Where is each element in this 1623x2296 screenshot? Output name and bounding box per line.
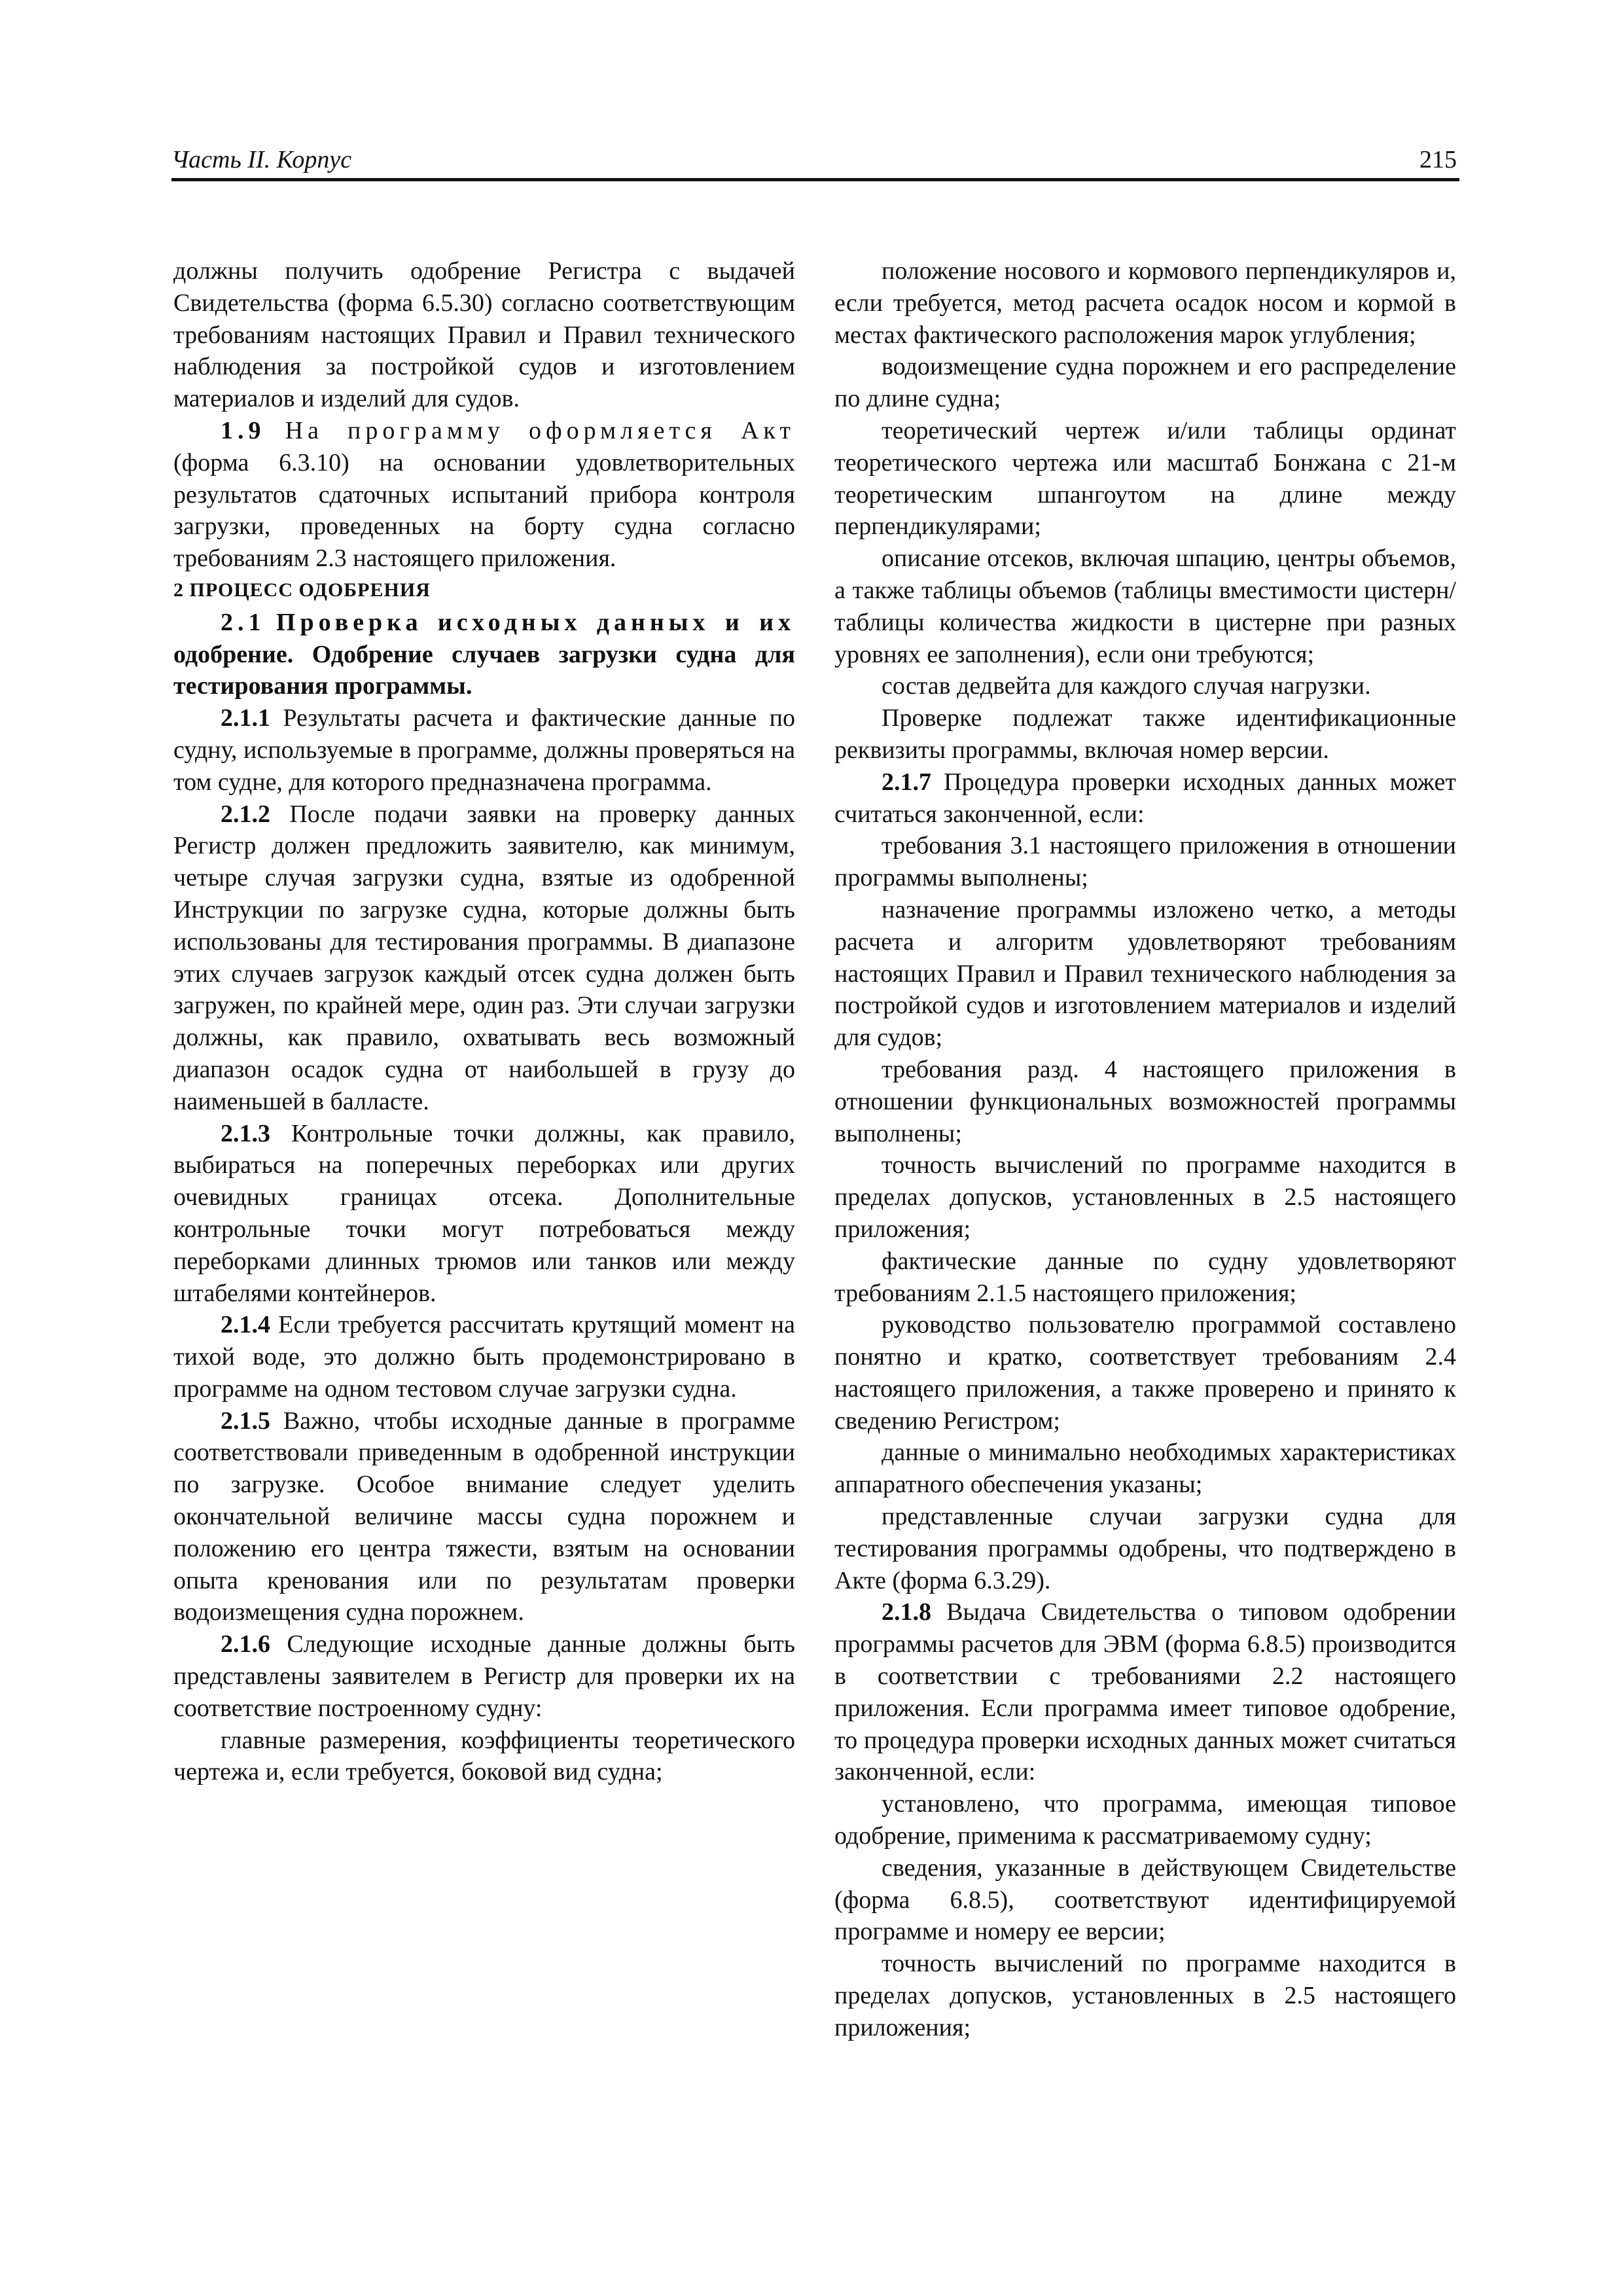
- paragraph-text: Контрольные точки должны, как правило, выбираться на поперечных переборках или других очевидных границах отсека. Дополнительные контрольные точки могут потребоваться между переборками длинных трюмов или танков или между штабелями контейнеров.: [173, 1119, 795, 1307]
- right-column: [834, 255, 1456, 2044]
- clause-number: 2.1.7: [882, 768, 931, 796]
- paragraph-2-1-7: [834, 766, 1456, 831]
- heading-text: одобрение. Одобрение случаев загрузки судна для тестирования программы.: [173, 640, 795, 700]
- paragraph-text: Процедура проверки исходных данных может считаться законченной, если:: [834, 768, 1457, 828]
- paragraph-2-1-1: [173, 702, 795, 798]
- list-item: сведения, указанные в действующем Свидетельстве (форма 6.8.5), соответствуют идентифицируемой программе и номеру ее версии;: [834, 1854, 1456, 1946]
- list-item: представленные случаи загрузки судна для тестирования программы одобрены, что подтверждено в Акте (форма 6.3.29).: [834, 1503, 1456, 1594]
- spaced-text: На программу оформляется Акт: [285, 416, 795, 444]
- paragraph-1-9: [173, 415, 795, 575]
- spaced-text: Проверка исходных данных и их: [276, 608, 796, 636]
- list-item: теоретический чертеж и/или таблицы ординат теоретического чертежа или масштаб Бонжана с 21-м теоретическим шпангоутом на длине между перпендикулярами;: [834, 416, 1456, 541]
- list-item: положение носового и кормового перпендикуляров и, если требуется, метод расчета осадок носом и кормой в местах фактического расположения марок углубления;: [834, 257, 1456, 349]
- clause-number: 1.9: [221, 416, 266, 444]
- list-item: требования 3.1 настоящего приложения в отношении программы выполнены;: [834, 832, 1456, 892]
- list-item: описание отсеков, включая шпацию, центры объемов, а также таблицы объемов (таблицы вместимости цистерн/таблицы количества жидкости в цистерне при разных уровнях ее заполнения), если они требуются;: [834, 545, 1456, 668]
- paragraph-text: Выдача Свидетельства о типовом одобрении программы расчетов для ЭВМ (форма 6.8.5) производится в соответствии с требованиями 2.2 настоящего приложения. Если программа имеет типовое одобрение, то процедура проверки исходных данных может считаться законченной, если:: [834, 1598, 1457, 1786]
- list-item: главные размерения, коэффициенты теоретического чертежа и, если требуется, боковой вид судна;: [173, 1726, 795, 1786]
- clause-number: 2.1.6: [221, 1630, 270, 1659]
- list-item: назначение программы изложено четко, а методы расчета и алгоритм удовлетворяют требованиям настоящих Правил и Правил технического наблюдения за постройкой судов и изготовлением материалов и изделий для судов;: [834, 895, 1456, 1052]
- paragraph-2-1-6: [173, 1628, 795, 1724]
- paragraph-text: Если требуется рассчитать крутящий момент на тихой воде, это должно быть продемонстрировано в программе на одном тестовом случае загрузки судна.: [173, 1311, 796, 1403]
- paragraph-2-1-4: [173, 1309, 795, 1405]
- page-number: 215: [1419, 146, 1457, 173]
- page-header: [171, 139, 1459, 181]
- subsection-heading-2-1: [173, 607, 795, 702]
- clause-number: 2.1.2: [221, 800, 270, 828]
- clause-number: 2.1.5: [221, 1407, 270, 1435]
- list-item: установлено, что программа, имеющая типовое одобрение, применима к рассматриваемому судну;: [834, 1790, 1456, 1850]
- paragraph: должны получить одобрение Регистра с выдачей Свидетельства (форма 6.5.30) согласно соответствующим требованиям настоящих Правил и Правил технического наблюдения за постройкой судов и изготовлением материалов и изделий для судов.: [173, 257, 795, 413]
- paragraph-2-1-3: [173, 1118, 795, 1310]
- paragraph-text: Важно, чтобы исходные данные в программе соответствовали приведенным в одобренной инструкции по загрузке. Особое внимание следует уделить окончательной величине массы судна порожнем и положению его центра тяжести, взятым на основании опыта кренования или по результатам проверки водоизмещения судна порожнем.: [173, 1407, 795, 1626]
- paragraph-text: Следующие исходные данные должны быть представлены заявителем в Регистр для проверки их на соответствие построенному судну:: [173, 1630, 796, 1722]
- paragraph-text: (форма 6.3.10) на основании удовлетворительных результатов сдаточных испытаний прибора контроля загрузки, проведенных на борту судна согласно требованиям 2.3 настоящего приложения.: [173, 448, 795, 573]
- section-heading: 2 ПРОЦЕСС ОДОБРЕНИЯ: [173, 579, 431, 601]
- paragraph-text: Результаты расчета и фактические данные по судну, используемые в программе, должны проверяться на том судне, для которого предназначена программа.: [173, 704, 795, 796]
- paragraph: Проверке подлежат также идентификационные реквизиты программы, включая номер версии.: [834, 704, 1456, 764]
- clause-number: 2.1.4: [221, 1311, 270, 1339]
- clause-number: 2.1.8: [882, 1598, 931, 1626]
- clause-number: 2.1: [221, 608, 266, 636]
- paragraph-2-1-2: [173, 798, 795, 1118]
- clause-number: 2.1.3: [221, 1119, 270, 1147]
- list-item: руководство пользователю программой составлено понятно и кратко, соответствует требованиям 2.4 настоящего приложения, а также проверено и принято к сведению Регистром;: [834, 1311, 1456, 1435]
- list-item: фактические данные по судну удовлетворяют требованиям 2.1.5 настоящего приложения;: [834, 1247, 1456, 1307]
- clause-number: 2.1.1: [221, 704, 270, 732]
- left-column: [173, 255, 795, 1788]
- list-item: состав дедвейта для каждого случая нагрузки.: [882, 672, 1371, 700]
- paragraph-2-1-8: [834, 1596, 1456, 1788]
- paragraph-2-1-5: [173, 1405, 795, 1629]
- list-item: точность вычислений по программе находится в пределах допусков, установленных в 2.5 настоящего приложения;: [834, 1950, 1456, 2041]
- list-item: точность вычислений по программе находится в пределах допусков, установленных в 2.5 настоящего приложения;: [834, 1151, 1456, 1243]
- list-item: водоизмещение судна порожнем и его распределение по длине судна;: [834, 353, 1456, 413]
- paragraph-text: После подачи заявки на проверку данных Регистр должен предложить заявителю, как минимум, четыре случая загрузки судна, взятые из одобренной Инструкции по загрузке судна, которые должны быть использованы для тестирования программы. В диапазоне этих случаев загрузок каждый отсек судна должен быть загружен, по крайней мере, один раз. Эти случаи загрузки должны, как правило, охватывать весь возможный диапазон осадок судна от наибольшей в грузу до наименьшей в балласте.: [173, 800, 796, 1115]
- running-head: Часть II. Корпус: [171, 146, 352, 173]
- list-item: данные о минимально необходимых характеристиках аппаратного обеспечения указаны;: [834, 1439, 1456, 1499]
- list-item: требования разд. 4 настоящего приложения в отношении функциональных возможностей программы выполнены;: [834, 1055, 1456, 1147]
